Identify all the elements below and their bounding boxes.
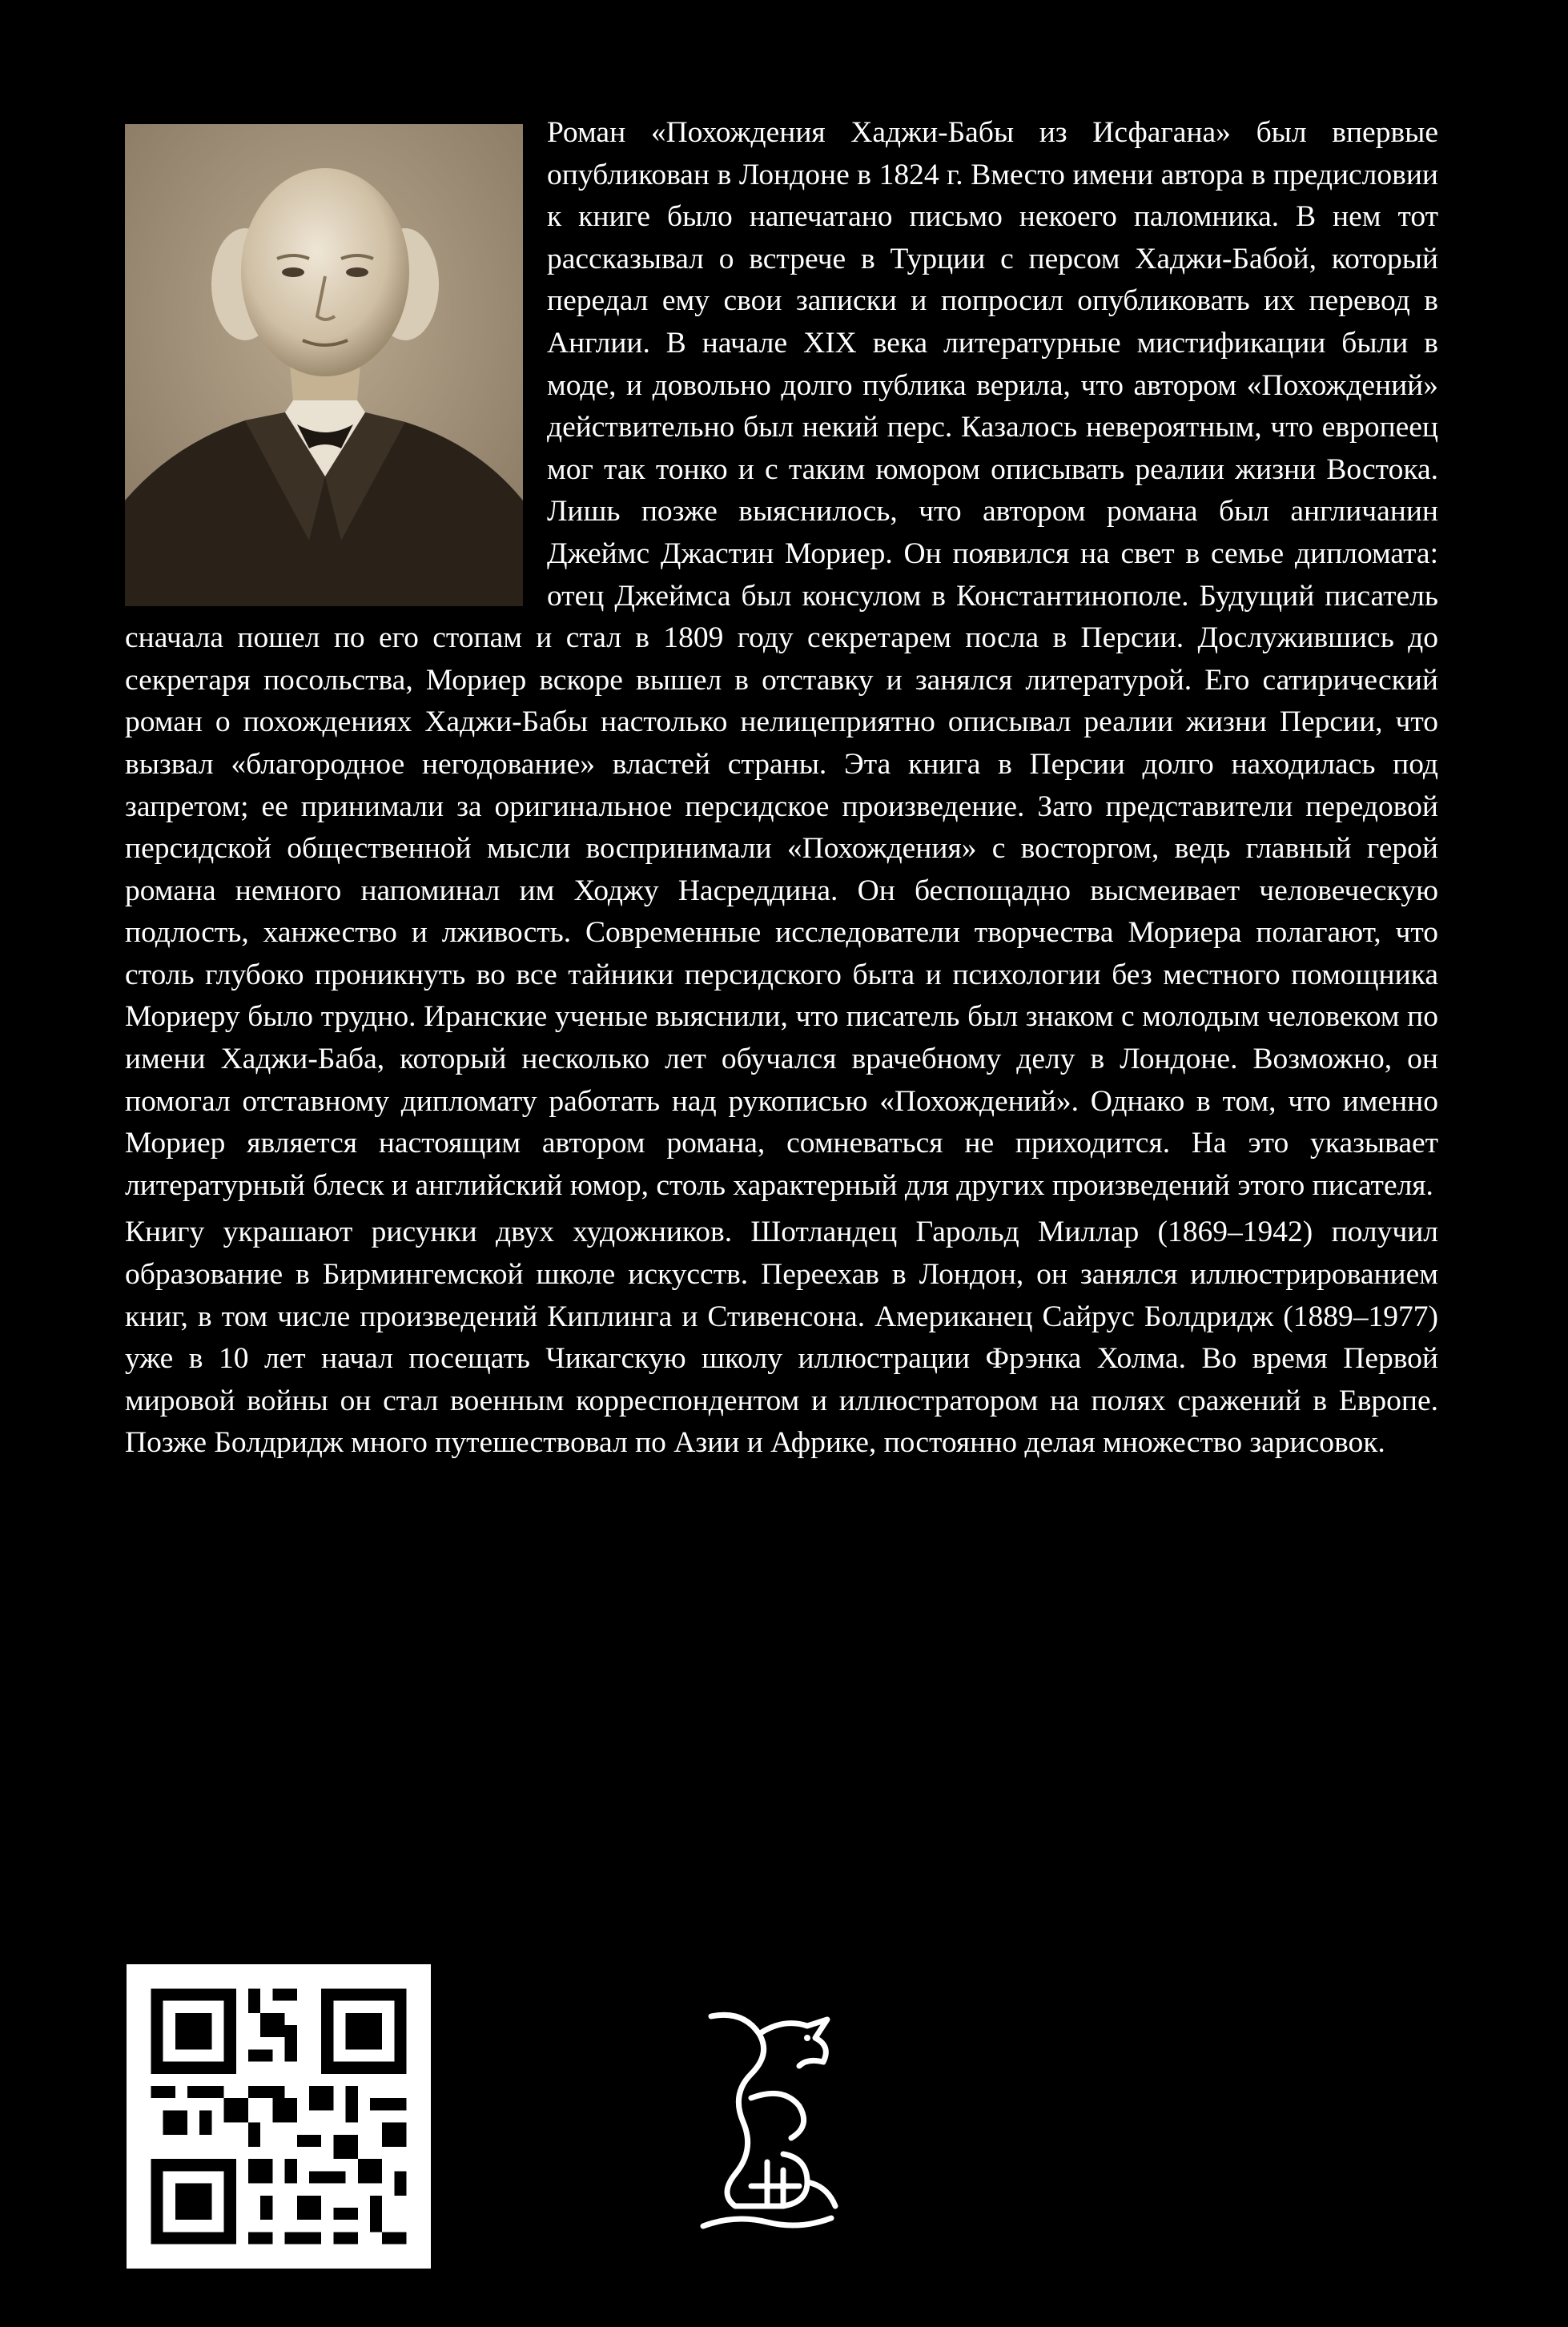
paragraph-1: Роман «Похождения Хаджи-Бабы из Исфагана» был впервые опубликован в Лондоне в 1824 г. Вместо имени автора в предисловии к книге было напечатано письмо некоего паломника. В нем тот рассказывал о встрече в Турции с персом Хаджи-Бабой, который передал ему свои записки и попросил опубликовать их перевод в Англии. В начале XIX века литературные мистификации были в моде, и довольно долго публика верила, что автором «Похождений» действительно был некий перс. Казалось невероятным, что европеец мог так тонко и с таким юмором описывать реалии жизни Востока. Лишь позже выяснилось, что автором романа был англичанин Джеймс Джастин Мориер. Он появился на свет в семье дипломата: отец Джеймса был консулом в Константинополе. Будущий писатель сначала пошел по его стопам и стал в 1809 году секретарем посла в Персии. Дослужившись до секретаря посольства, Мориер вскоре вышел в отставку и занялся литературой. Его сатирический роман о похождениях Хаджи-Бабы настолько нелицеприятно описывал реалии жизни Персии, что вызвал «благородное негодование» властей страны. Эта книга в Персии долго находилась под запретом; ее принимали за оригинальное персидское произведение. Зато представители передовой персидской общественной мысли воспринимали «Похождения» с восторгом, ведь главный герой романа немного напоминал им Ходжу Насреддина. Он беспощадно высмеивает человеческую подлость, ханжество и лживость. Современные исследователи творчества Мориера полагают, что столь глубоко проникнуть во все тайники персидского быта и психологии без местного помощника Мориеру было трудно. Иранские ученые выяснили, что писатель был знаком с молодым человеком по имени Хаджи-Баба, который несколько лет обучался врачебному делу в Лондоне. Возможно, он помогал отставному дипломату работать над рукописью «Похождений». Однако в том, что именно Мориер является настоящим автором романа, сомневаться не приходится. На это указывает литературный блеск и английский юмор, столь характерный для других произведений этого писателя. — [125, 116, 1438, 1202]
annotation-text — [125, 112, 1438, 1465]
paragraph-2: Книгу украшают рисунки двух художников. Шотландец Гарольд Миллар (1869–1942) получил образование в Бирмингемской школе искусств. Переехав в Лондон, он занялся иллюстрированием книг, в том числе произведений Киплинга и Стивенсона. Американец Сайрус Болдридж (1889–1977) уже в 10 лет начал посещать Чикагскую школу иллюстрации Фрэнка Холма. Во время Первой мировой войны он стал военным корреспондентом и иллюстратором на полях сражений в Европе. Позже Болдридж много путешествовал по Азии и Африке, постоянно делая множество зарисовок. — [125, 1216, 1438, 1460]
author-portrait — [125, 124, 523, 606]
portrait-engraving-image — [125, 124, 523, 606]
dragon-emblem-icon — [687, 2002, 847, 2242]
qr-code-icon — [127, 1964, 431, 2269]
